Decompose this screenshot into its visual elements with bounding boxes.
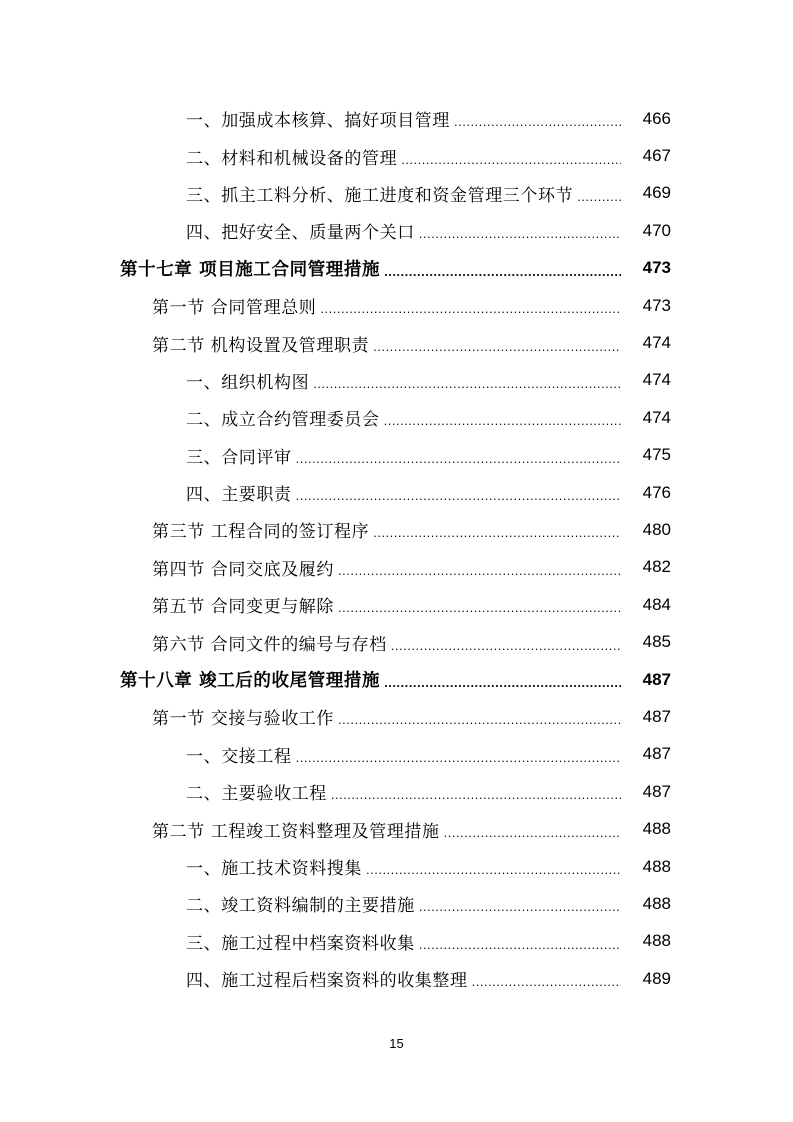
table-of-contents <box>0 100 793 997</box>
toc-subsection-entry[interactable] <box>0 885 793 922</box>
dot-leader <box>419 937 621 952</box>
toc-section-entry[interactable] <box>0 623 793 660</box>
dot-leader <box>296 750 621 765</box>
toc-section-entry[interactable] <box>0 810 793 847</box>
dot-leader <box>313 376 621 391</box>
dot-leader <box>391 638 621 653</box>
dot-leader <box>384 413 621 428</box>
dot-leader <box>419 899 621 914</box>
toc-entry-title: 一、施工技术资料搜集 <box>186 859 362 879</box>
toc-section-entry[interactable] <box>0 287 793 324</box>
dot-leader <box>296 451 621 466</box>
toc-entry-page-number: 488 <box>642 931 671 951</box>
toc-entry-title: 第一节 合同管理总则 <box>152 298 317 319</box>
page-number: 15 <box>389 1036 404 1051</box>
toc-entry-page-number: 488 <box>642 893 671 913</box>
toc-entry-page-number: 470 <box>642 220 671 240</box>
dot-leader <box>401 152 621 167</box>
toc-entry-title: 第三节 工程合同的签订程序 <box>152 522 370 543</box>
dot-leader <box>384 264 621 279</box>
toc-entry-title: 第十七章 项目施工合同管理措施 <box>120 259 381 280</box>
dot-leader <box>320 301 621 316</box>
dot-leader <box>338 600 621 615</box>
toc-subsection-entry[interactable] <box>0 923 793 960</box>
toc-entry-title: 第二节 机构设置及管理职责 <box>152 335 370 356</box>
toc-entry-title: 第二节 工程竣工资料整理及管理措施 <box>152 821 440 842</box>
dot-leader <box>472 974 621 989</box>
dot-leader <box>419 226 621 241</box>
toc-subsection-entry[interactable] <box>0 100 793 137</box>
toc-entry-page-number: 480 <box>642 519 671 539</box>
toc-entry-title: 二、主要验收工程 <box>186 784 327 805</box>
toc-entry-title: 三、施工过程中档案资料收集 <box>186 933 415 954</box>
toc-entry-page-number: 474 <box>642 407 671 427</box>
toc-entry-title: 一、加强成本核算、搞好项目管理 <box>186 111 450 132</box>
toc-entry-title: 二、竣工资料编制的主要措施 <box>186 896 415 917</box>
toc-entry-page-number: 467 <box>642 146 671 166</box>
toc-subsection-entry[interactable] <box>0 773 793 810</box>
dot-leader <box>373 525 621 540</box>
toc-entry-page-number: 474 <box>642 370 671 390</box>
toc-entry-title: 第五节 合同变更与解除 <box>152 597 335 618</box>
toc-entry-page-number: 487 <box>642 781 671 801</box>
toc-entry-title: 第六节 合同文件的编号与存档 <box>152 634 387 655</box>
toc-entry-page-number: 489 <box>642 968 671 988</box>
toc-entry-page-number: 469 <box>642 183 671 203</box>
dot-leader <box>373 339 621 354</box>
toc-subsection-entry[interactable] <box>0 175 793 212</box>
toc-subsection-entry[interactable] <box>0 736 793 773</box>
toc-subsection-entry[interactable] <box>0 362 793 399</box>
toc-entry-page-number: 466 <box>642 108 671 128</box>
toc-subsection-entry[interactable] <box>0 137 793 174</box>
toc-subsection-entry[interactable] <box>0 848 793 885</box>
toc-entry-title: 第四节 合同交底及履约 <box>152 559 335 580</box>
toc-section-entry[interactable] <box>0 511 793 548</box>
toc-entry-title: 四、把好安全、质量两个关口 <box>186 223 415 244</box>
toc-entry-page-number: 488 <box>642 819 671 839</box>
toc-subsection-entry[interactable] <box>0 437 793 474</box>
toc-entry-title: 第一节 交接与验收工作 <box>152 709 335 730</box>
toc-subsection-entry[interactable] <box>0 960 793 997</box>
toc-entry-page-number: 474 <box>642 333 671 353</box>
toc-entry-title: 四、施工过程后档案资料的收集整理 <box>186 971 468 992</box>
toc-entry-page-number: 484 <box>642 594 671 614</box>
toc-section-entry[interactable] <box>0 586 793 623</box>
toc-subsection-entry[interactable] <box>0 212 793 249</box>
toc-entry-page-number: 487 <box>642 744 671 764</box>
dot-leader <box>296 488 621 503</box>
toc-section-entry[interactable] <box>0 549 793 586</box>
dot-leader <box>366 862 621 877</box>
toc-chapter-entry[interactable] <box>0 250 793 287</box>
toc-entry-page-number: 473 <box>642 295 671 315</box>
dot-leader <box>454 114 621 129</box>
dot-leader <box>331 787 621 802</box>
toc-entry-title: 三、合同评审 <box>186 447 292 468</box>
dot-leader <box>384 675 621 690</box>
toc-entry-title: 第十八章 竣工后的收尾管理措施 <box>120 671 381 692</box>
toc-section-entry[interactable] <box>0 698 793 735</box>
toc-entry-page-number: 475 <box>642 445 671 465</box>
toc-entry-title: 四、主要职责 <box>186 485 292 506</box>
toc-subsection-entry[interactable] <box>0 399 793 436</box>
toc-entry-page-number: 487 <box>642 669 671 689</box>
toc-entry-page-number: 488 <box>642 856 671 876</box>
dot-leader <box>577 189 621 204</box>
toc-entry-title: 二、材料和机械设备的管理 <box>186 148 398 169</box>
dot-leader <box>338 563 621 578</box>
dot-leader <box>444 825 621 840</box>
toc-entry-title: 二、成立合约管理委员会 <box>186 410 380 431</box>
toc-entry-page-number: 482 <box>642 557 671 577</box>
toc-entry-title: 一、组织机构图 <box>186 372 310 393</box>
toc-entry-page-number: 485 <box>642 632 671 652</box>
toc-entry-page-number: 487 <box>642 706 671 726</box>
toc-entry-title: 一、交接工程 <box>186 746 292 767</box>
toc-section-entry[interactable] <box>0 324 793 361</box>
dot-leader <box>338 712 621 727</box>
toc-subsection-entry[interactable] <box>0 474 793 511</box>
toc-entry-title: 三、抓主工料分析、施工进度和资金管理三个环节 <box>186 185 574 206</box>
toc-chapter-entry[interactable] <box>0 661 793 698</box>
toc-entry-page-number: 476 <box>642 482 671 502</box>
toc-entry-page-number: 473 <box>642 258 671 278</box>
